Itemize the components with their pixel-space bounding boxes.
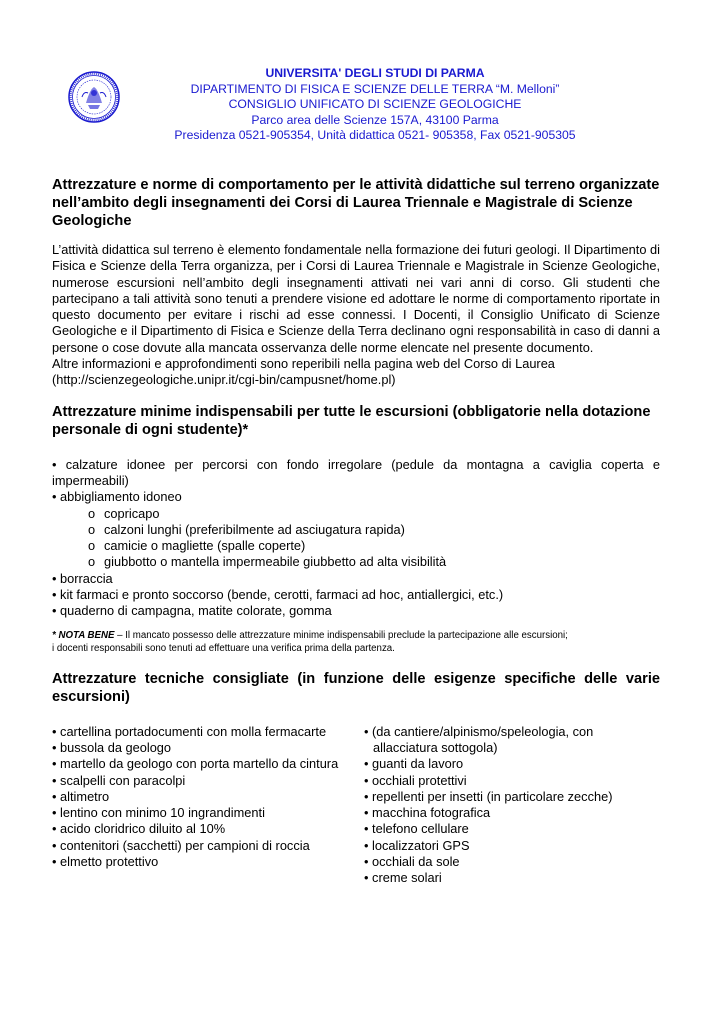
list-item: • bussola da geologo (52, 739, 172, 755)
university-seal-logo (68, 71, 120, 123)
council-name: CONSIGLIO UNIFICATO DI SCIENZE GEOLOGICHE (228, 97, 522, 111)
section2-title: Attrezzature minime indispensabili per tutte le escursioni (obbligatorie nella dotazione personale di ogni studente)* (52, 403, 651, 438)
address-line: Parco area delle Scienze 157A, 43100 Parma (251, 112, 499, 127)
list-item: • scalpelli con paracolpi (52, 772, 186, 788)
university-name: UNIVERSITA' DEGLI STUDI DI PARMA (265, 66, 485, 80)
list-item: • altimetro (52, 788, 110, 804)
list-item: • occhiali protettivi (364, 772, 467, 788)
bullet: • (52, 489, 57, 505)
list-item: • quaderno di campagna, matite colorate, gomma (52, 603, 332, 619)
bullet: • (52, 456, 57, 472)
list-item: • borraccia (52, 570, 113, 586)
section1-title: Attrezzature e norme di comportamento per le attività didattiche sul terreno organizzate nell’ambito degli insegnamenti dei Corsi di Laurea Triennale e Magistrale di Scienze Geologiche (52, 177, 660, 229)
list-item: • (da cantiere/alpinismo/speleologia, con allacciatura sottogola) (364, 723, 594, 755)
list-item: • occhiali da sole (364, 854, 460, 870)
intro-block (52, 242, 660, 389)
sub-list-item: o copricapo (88, 505, 160, 521)
bullet: • (52, 587, 57, 603)
mandatory-equipment-list (52, 457, 660, 620)
list-item: • macchina fotografica (364, 805, 491, 821)
list-item: • cartellina portadocumenti con molla fermacarte (52, 723, 327, 739)
list-item: • acido cloridrico diluito al 10% (52, 821, 226, 837)
list-item: • kit farmaci e pronto soccorso (bende, cerotti, farmaci ad hoc, antiallergici, etc.) (52, 587, 504, 603)
list-item: • elmetto protettivo (52, 854, 159, 870)
list-item: • repellenti per insetti (in particolare zecche) (364, 788, 613, 804)
list-item: • contenitori (sacchetti) per campioni di roccia (52, 837, 310, 853)
document-body (52, 176, 660, 887)
bullet: • (52, 603, 57, 619)
list-item: • abbigliamento idoneo (52, 489, 182, 505)
sub-list-item: o camicie o magliette (spalle coperte) (88, 538, 306, 554)
list-item: • creme solari (364, 870, 442, 886)
list-item: • calzature idonee per percorsi con fondo irregolare (pedule da montagna a caviglia coperta e impermeabili) (52, 456, 660, 488)
sub-list-item: o giubbotto o mantella impermeabile giubbetto ad alta visibilità (88, 554, 447, 570)
recommended-right-column (364, 724, 660, 887)
recommended-left-column (52, 724, 364, 887)
bullet: • (52, 570, 57, 586)
list-item: • martello da geologo con porta martello da cintura (52, 756, 339, 772)
nota-bene-label: * NOTA BENE (52, 629, 115, 641)
course-website-link[interactable]: (http://scienzegeologiche.unipr.it/cgi-bin/campusnet/home.pl) (52, 372, 396, 388)
list-item: • guanti da lavoro (364, 756, 464, 772)
list-item: • lentino con minimo 10 ingrandimenti (52, 805, 265, 821)
list-item: • localizzatori GPS (364, 837, 470, 853)
intro-paragraph: L’attività didattica sul terreno è elemento fondamentale nella formazione dei futuri geologi. Il Dipartimento di Fisica e Scienze della Terra organizza, per i Corsi di Laurea Triennale e Magistrale in Scienze Geologiche, numerose escursioni nell’ambito degli insegnamenti attivati nei vari anni di corso. Gli studenti che partecipano a tali attività sono tenuti a prendere visione ed adottare le norme di comportamento riportate in questo documento per evitare i rischi ad esse connessi. I Docenti, il Consiglio Unificato di Scienze Geologiche e il Dipartimento di Fisica e Scienze della Terra declinano ogni responsabilità in caso di danni a persone o cose dovute alla mancata osservanza delle norme elencate nel presente documento. (52, 242, 660, 355)
phone-line: Presidenza 0521-905354, Unità didattica 0521- 905358, Fax 0521-905305 (174, 128, 576, 142)
department-name: DIPARTIMENTO DI FISICA E SCIENZE DELLE TERRA “M. Melloni” (190, 81, 560, 96)
more-info-text: Altre informazioni e approfondimenti sono reperibili nella pagina web del Corso di Laurea (52, 356, 555, 372)
letterhead (150, 66, 600, 144)
section3-title: Attrezzature tecniche consigliate (in funzione delle esigenze specifiche delle varie escursioni) (52, 670, 660, 705)
recommended-equipment-lists (52, 724, 660, 887)
sub-list-item: o calzoni lunghi (preferibilmente ad asciugatura rapida) (88, 521, 405, 537)
list-item: • telefono cellulare (364, 821, 469, 837)
nota-bene: * NOTA BENE – Il mancato possesso delle attrezzature minime indispensabili preclude la partecipazione alle escursioni; i docenti responsabili sono tenuti ad effettuare una verifica prima della partenza. (52, 629, 568, 654)
